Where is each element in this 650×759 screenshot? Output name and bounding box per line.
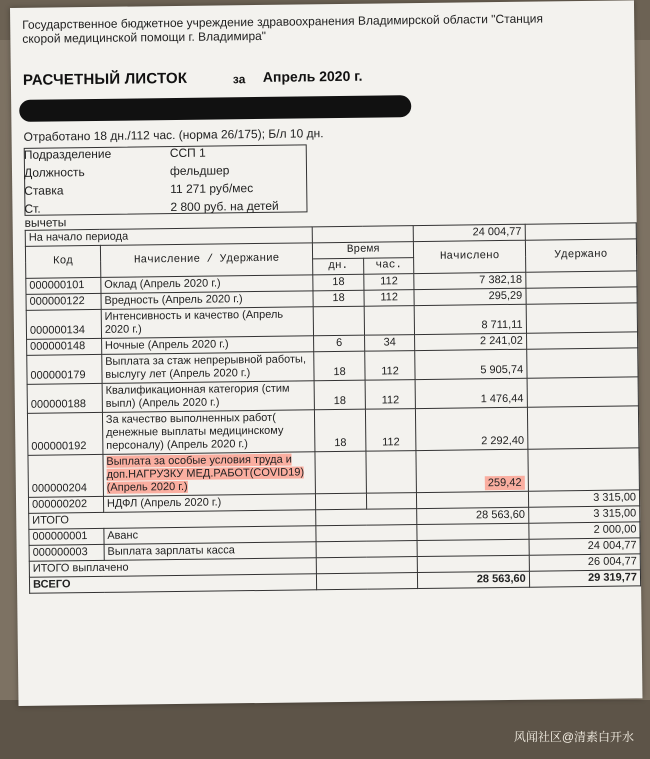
itogo-label: ИТОГО xyxy=(29,510,316,530)
payout-code: 000000003 xyxy=(29,544,104,561)
info-key: Ст. вычеты xyxy=(24,201,67,230)
row-hours: 112 xyxy=(365,380,416,410)
row-hours xyxy=(364,306,415,336)
row-days: 6 xyxy=(314,335,365,352)
info-value: ССП 1 xyxy=(169,145,206,161)
row-code: 000000192 xyxy=(27,412,102,455)
row-days xyxy=(313,306,364,336)
row-name: Оклад (Апрель 2020 г.) xyxy=(101,275,314,294)
row-days xyxy=(315,451,366,494)
info-key: Подразделение xyxy=(23,146,112,162)
period-prefix: за xyxy=(232,72,246,87)
info-value: 11 271 руб/мес xyxy=(170,181,254,197)
row-accrued-highlight-cell xyxy=(416,449,528,492)
row-withheld xyxy=(528,448,640,491)
header-name: Начисление / Удержание xyxy=(100,243,313,278)
row-code: 000000188 xyxy=(27,383,102,413)
row-accrued: 295,29 xyxy=(414,288,525,305)
row-accrued: 8 711,11 xyxy=(415,304,527,334)
row-withheld xyxy=(526,303,638,333)
organization-line-1: Государственное бюджетное учреждение здравоохранения Владимирской области "Станция xyxy=(22,11,543,32)
table-row xyxy=(27,406,638,455)
row-code: 000000134 xyxy=(26,309,101,339)
row-accrued: 259,42 xyxy=(485,476,525,490)
row-code: 000000101 xyxy=(26,277,101,294)
itogo-accrued: 28 563,60 xyxy=(417,507,528,524)
paid-total-label: ИТОГО выплачено xyxy=(29,558,316,578)
organization-line-2: скорой медицинской помощи г. Владимира" xyxy=(22,28,267,46)
row-name: Выплата за стаж непрерывной работы, выслугу лет (Апрель 2020 г.) xyxy=(102,352,315,384)
row-hours xyxy=(366,493,417,510)
header-accrued: Начислено xyxy=(414,240,526,273)
row-name-highlight-cell xyxy=(103,452,316,497)
row-days: 18 xyxy=(313,290,364,307)
row-name: За качество выполненных работ( денежные выплаты медицинскому персоналу) (Апрель 2020 г.) xyxy=(102,410,315,455)
start-period-value: 24 004,77 xyxy=(414,224,525,241)
row-withheld xyxy=(525,271,636,288)
info-key: Ставка xyxy=(24,183,64,198)
header-time: Время xyxy=(313,242,414,259)
row-hours: 112 xyxy=(364,290,415,307)
row-code: 000000202 xyxy=(28,496,103,513)
row-days: 18 xyxy=(314,380,365,410)
info-value: фельдшер xyxy=(169,163,230,179)
employee-info xyxy=(23,145,279,230)
row-hours: 112 xyxy=(365,409,416,452)
info-key: Должность xyxy=(23,165,85,180)
row-withheld xyxy=(527,377,639,407)
header-hours: час. xyxy=(363,258,414,275)
row-hours xyxy=(366,451,417,494)
payout-amount: 2 000,00 xyxy=(529,522,640,539)
row-accrued: 1 476,44 xyxy=(416,378,528,408)
row-withheld xyxy=(526,332,637,349)
row-name: НДФЛ (Апрель 2020 г.) xyxy=(103,494,316,513)
row-accrued: 7 382,18 xyxy=(414,272,525,289)
grand-total-label: ВСЕГО xyxy=(29,574,316,594)
row-name: Ночные (Апрель 2020 г.) xyxy=(101,336,314,355)
payslip-table xyxy=(25,222,641,593)
payout-name: Аванс xyxy=(104,526,317,545)
header-withheld: Удержано xyxy=(525,239,637,272)
row-days xyxy=(316,493,367,510)
row-name: Квалификационная категория (стим выпл) (Апрель 2020 г.) xyxy=(102,381,315,413)
grand-total-withheld: 29 319,77 xyxy=(529,570,640,587)
row-withheld xyxy=(526,287,637,304)
header-code: Код xyxy=(25,245,100,278)
row-withheld: 3 315,00 xyxy=(528,490,639,507)
row-code: 000000179 xyxy=(27,354,102,384)
start-period-label: На начало периода xyxy=(25,227,312,247)
row-hours: 112 xyxy=(364,274,415,291)
row-days: 18 xyxy=(314,351,365,381)
organization-name xyxy=(22,11,622,46)
redacted-name-bar xyxy=(19,95,411,122)
row-name: Выплата за особые условия труда и доп.НАГРУЗКУ МЕД.РАБОТ(COVID19) (Апрель 2020 г.) xyxy=(106,453,305,494)
grand-total-accrued: 28 563,60 xyxy=(418,571,529,588)
info-value: 2 800 руб. на детей xyxy=(170,198,279,215)
payout-code: 000000001 xyxy=(29,528,104,545)
row-withheld xyxy=(527,406,639,449)
row-hours: 112 xyxy=(365,351,416,381)
period-value: Апрель 2020 г. xyxy=(262,67,363,85)
row-name: Вредность (Апрель 2020 г.) xyxy=(101,291,314,310)
itogo-withheld: 3 315,00 xyxy=(528,506,639,523)
header-days: дн. xyxy=(313,258,364,275)
row-code: 000000148 xyxy=(27,338,102,355)
row-accrued: 2 241,02 xyxy=(415,333,526,350)
table-row-highlighted xyxy=(28,448,639,497)
payslip-document xyxy=(10,0,642,706)
paid-total-value: 26 004,77 xyxy=(529,554,640,571)
row-days: 18 xyxy=(313,274,364,291)
row-hours: 34 xyxy=(364,335,415,352)
row-days: 18 xyxy=(315,409,366,452)
row-accrued: 5 905,74 xyxy=(415,349,527,379)
row-code: 000000122 xyxy=(26,293,101,310)
worked-summary: Отработано 18 дн./112 час. (норма 26/175); Б/л 10 дн. xyxy=(23,126,324,144)
watermark-text: 风闻社区@清素白开水 xyxy=(513,730,634,744)
payout-amount: 24 004,77 xyxy=(529,538,640,555)
row-code: 000000204 xyxy=(28,454,103,497)
row-name: Интенсивность и качество (Апрель 2020 г.) xyxy=(101,307,314,339)
row-accrued xyxy=(417,491,528,508)
row-withheld xyxy=(526,348,638,378)
row-accrued: 2 292,40 xyxy=(416,407,528,450)
document-title: РАСЧЕТНЫЙ ЛИСТОК xyxy=(22,69,188,89)
payout-name: Выплата зарплаты касса xyxy=(104,542,317,561)
